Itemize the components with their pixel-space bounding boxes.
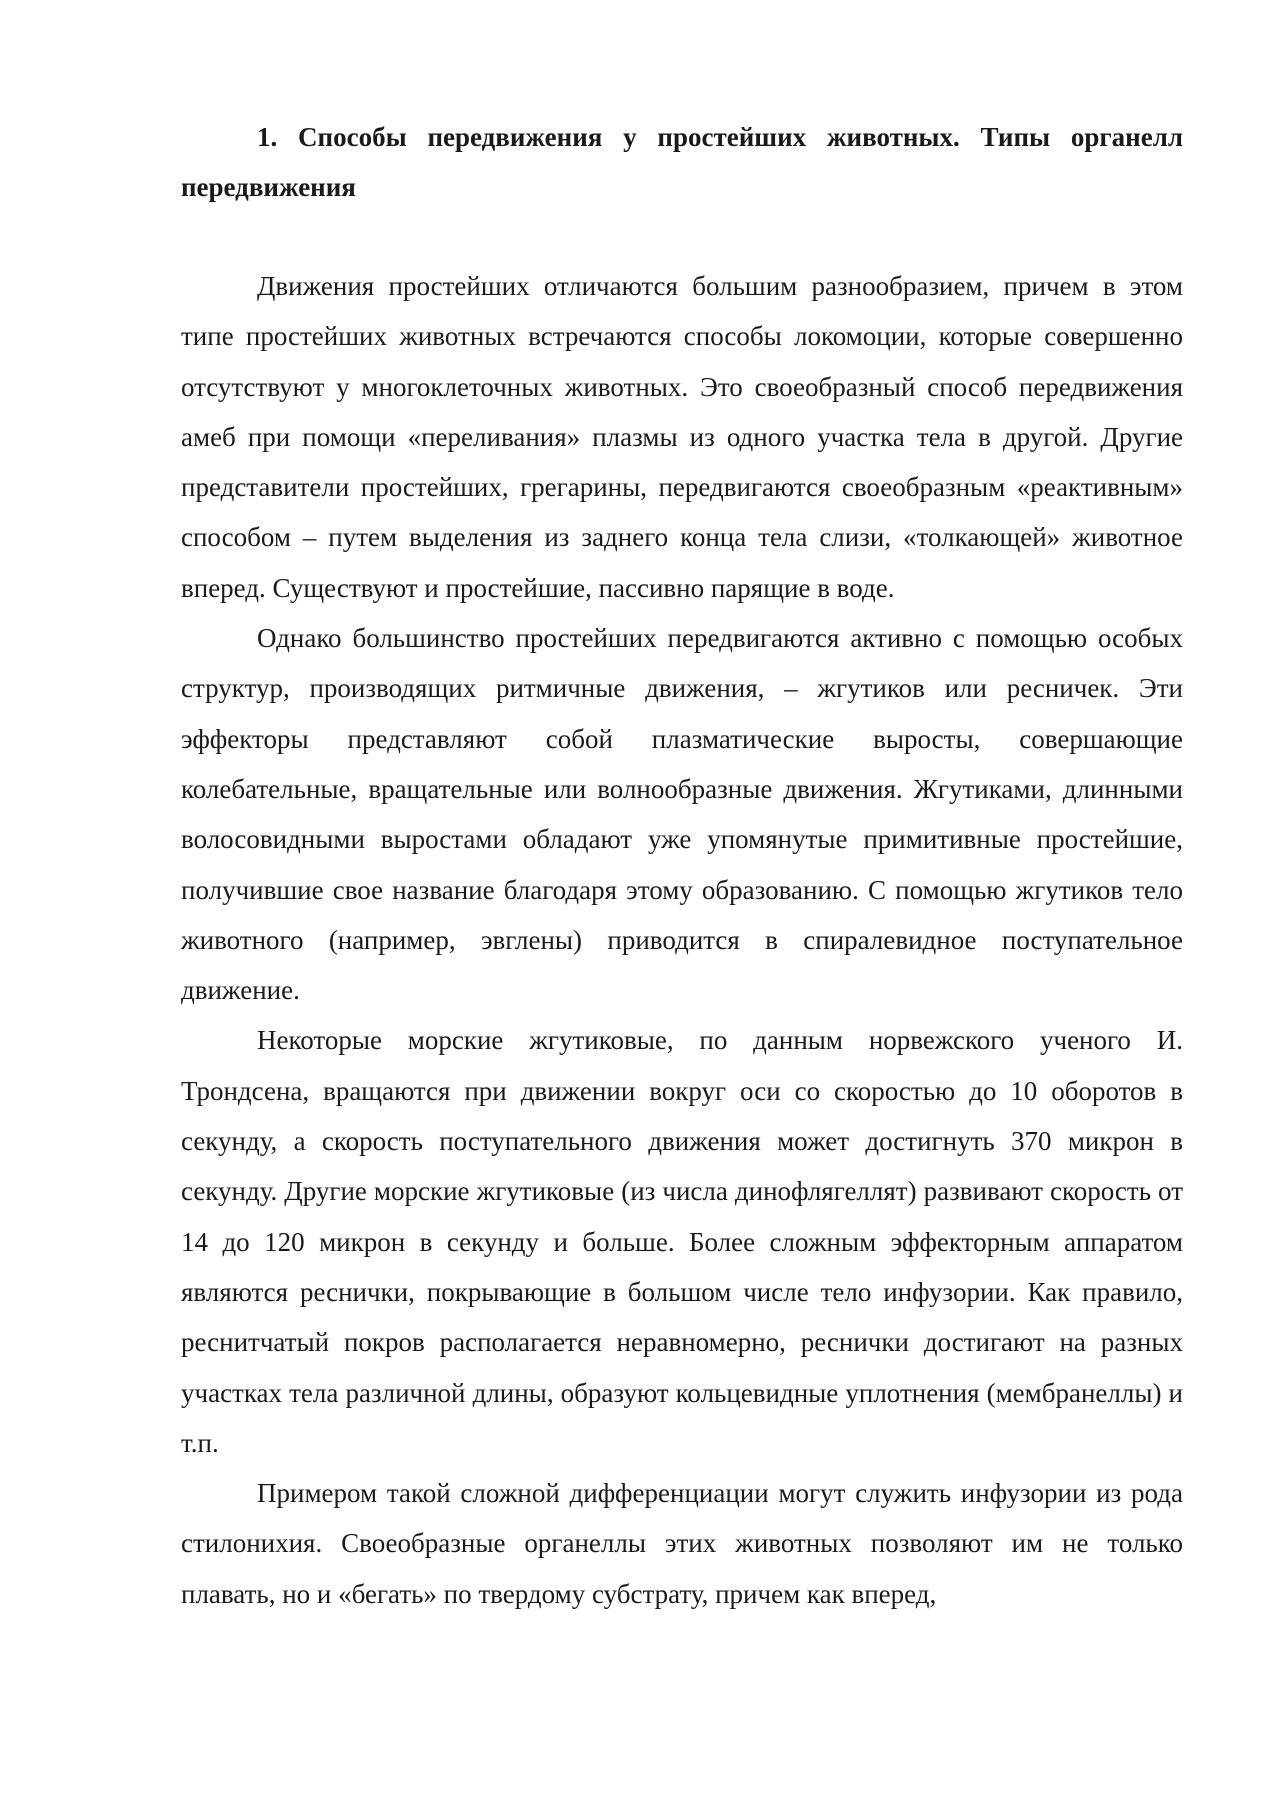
page-content [181,112,1183,1619]
section-heading: 1. Способы передвижения у простейших животных. Типы органелл передвижения [181,122,1183,202]
paragraph-4: Примером такой сложной дифференциации могут служить инфузории из рода стилонихия. Своеобразные органеллы этих животных позволяют им не только плавать, но и «бегать» по твердому субстрату, причем как вперед, [181,1478,1183,1609]
paragraph-3: Некоторые морские жгутиковые, по данным норвежского ученого И. Трондсена, вращаются при движении вокруг оси со скоростью до 10 оборотов в секунду, а скорость поступательного движения может достигнуть 370 микрон в секунду. Другие морские жгутиковые (из числа динофлягеллят) развивают скорость от 14 до 120 микрон в секунду и больше. Более сложным эффекторным аппаратом являются реснички, покрывающие в большом числе тело инфузории. Как правило, реснитчатый покров располагается неравномерно, реснички достигают на разных участках тела различной длины, образуют кольцевидные уплотнения (мембранеллы) и т.п. [181,1025,1183,1458]
body-text [181,261,1183,1619]
paragraph-2: Однако большинство простейших передвигаются активно с помощью особых структур, производящих ритмичные движения, – жгутиков или ресничек. Эти эффекторы представляют собой плазматические выросты, совершающие колебательные, вращательные или волнообразные движения. Жгутиками, длинными волосовидными выростами обладают уже упомянутые примитивные простейшие, получившие свое название благодаря этому образованию. С помощью жгутиков тело животного (например, эвглены) приводится в спиралевидное поступательное движение. [181,623,1183,1006]
paragraph-1: Движения простейших отличаются большим разнообразием, причем в этом типе простейших животных встречаются способы локомоции, которые совершенно отсутствуют у многоклеточных животных. Это своеобразный способ передвижения амеб при помощи «переливания» плазмы из одного участка тела в другой. Другие представители простейших, грегарины, передвигаются своеобразным «реактивным» способом – путем выделения из заднего конца тела слизи, «толкающей» животное вперед. Существуют и простейшие, пассивно парящие в воде. [181,271,1183,603]
